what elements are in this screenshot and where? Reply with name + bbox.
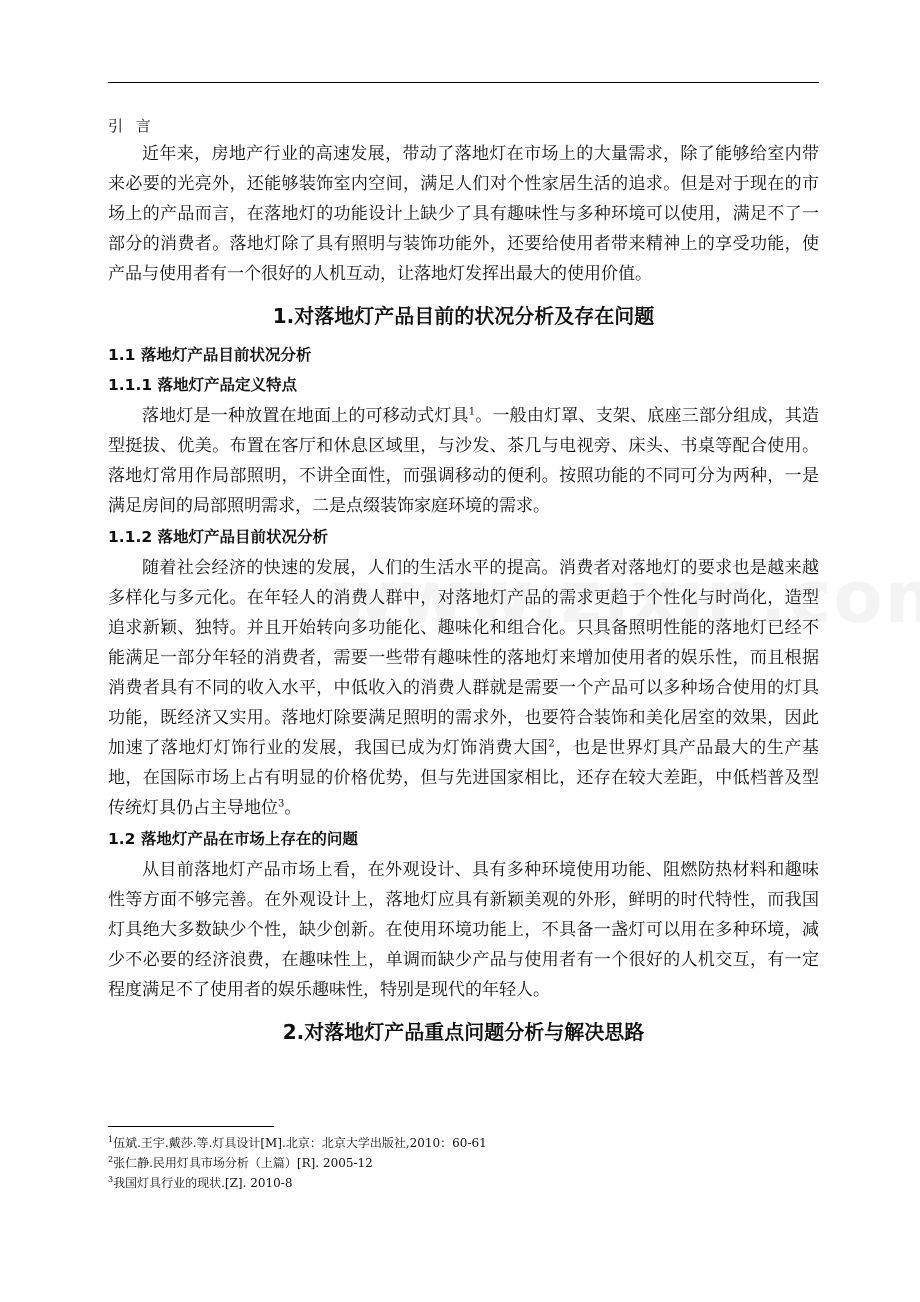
text-span: ，也是世界灯具产品最大的生产基地，在国际市场上占有明显的价格优势，但与先进国家相比，还存在较大差距，中低档普及型传统灯具仍占主导地位: [108, 738, 819, 818]
footnotes: [108, 1133, 819, 1193]
footnote-3: [108, 1173, 819, 1193]
footnote-number: 2: [108, 1155, 114, 1164]
intro-heading: 引 言: [108, 117, 155, 135]
subsection-1-1-1-title: 1.1.1 落地灯产品定义特点: [108, 376, 298, 394]
section-2-title: 2.对落地灯产品重点问题分析与解决思路: [282, 1020, 645, 1044]
footnote-text: 我国灯具行业的现状.[Z]. 2010-8: [113, 1176, 293, 1190]
footnote-text: 张仁静.民用灯具市场分析（上篇）[R]. 2005-12: [113, 1156, 373, 1170]
footnote-2: [108, 1153, 819, 1173]
document-body: [108, 113, 819, 1057]
text-span: 随着社会经济的快速的发展，人们的生活水平的提高。消费者对落地灯的要求也是越来越多样化与多元化。在年轻人的消费人群中，对落地灯产品的需求更趋于个性化与时尚化，造型追求新颖、独特。并且开始转向多功能化、趣味化和组合化。只具备照明性能的落地灯已经不能满足一部分年轻的消费者，需要一些带有趣味性的落地灯来增加使用者的娱乐性，而且根据消费者具有不同的收入水平，中低收入的消费人群就是需要一个产品可以多种场合使用的灯具功能，既经济又实用。落地灯除要满足照明的需求外，也要符合装饰和美化居室的效果，因此加速了落地灯灯饰行业的发展，我国已成为灯饰消费大国: [108, 558, 819, 758]
footnote-number: 1: [108, 1135, 114, 1144]
footnote-rule: [108, 1126, 274, 1127]
footnote-ref-3[interactable]: 3: [278, 798, 285, 810]
text-span: 。一般由灯罩、支架、底座三部分组成，其造型挺拔、优美。布置在客厅和休息区域里，与沙发、茶几与电视旁、床头、书桌等配合使用。落地灯常用作局部照明，不讲全面性，而强调移动的便利。按照功能的不同可分为两种，一是满足房间的局部照明需求，二是点缀装饰家庭环境的需求。: [108, 406, 820, 516]
section-1-title: 1.对落地灯产品目前的状况分析及存在问题: [272, 304, 655, 328]
footnote-number: 3: [108, 1175, 114, 1184]
subsection-1-1-2-title: 1.1.2 落地灯产品目前状况分析: [108, 528, 329, 546]
intro-paragraph: 近年来，房地产行业的高速发展，带动了落地灯在市场上的大量需求，除了能够给室内带来必要的光亮外，还能够装饰室内空间，满足人们对个性家居生活的追求。但是对于现在的市场上的产品而言，在落地灯的功能设计上缺少了具有趣味性与多种环境可以使用，满足不了一部分的消费者。落地灯除了具有照明与装饰功能外，还要给使用者带来精神上的享受功能，使产品与使用者有一个很好的人机互动，让落地灯发挥出最大的使用价值。: [108, 144, 819, 284]
header-rule: [108, 82, 819, 83]
footnote-text: 伍斌.王宇.戴莎.等.灯具设计[M].北京：北京大学出版社,2010：60-61: [113, 1136, 487, 1150]
paragraph-1-1-1: [108, 401, 819, 521]
paragraph-1-2: 从目前落地灯产品市场上看，在外观设计、具有多种环境使用功能、阻燃防热材料和趣味性等方面不够完善。在外观设计上，落地灯应具有新颖美观的外形，鲜明的时代特性，而我国灯具绝大多数缺少个性，缺少创新。在使用环境功能上，不具备一盏灯可以用在多种环境，减少不必要的经济浪费，在趣味性上，单调而缺少产品与使用者有一个很好的人机交互，有一定程度满足不了使用者的娱乐趣味性，特别是现代的年轻人。: [108, 860, 819, 1000]
footnote-ref-1[interactable]: 1: [468, 406, 476, 418]
subsection-1-2-title: 1.2 落地灯产品在市场上存在的问题: [108, 830, 358, 848]
footnote-ref-2[interactable]: 2: [548, 738, 555, 750]
footnote-1: [108, 1133, 819, 1153]
text-span: 。: [284, 798, 302, 818]
text-span: 落地灯是一种放置在地面上的可移动式灯具: [142, 406, 469, 426]
paragraph-1-1-2: [108, 553, 819, 823]
subsection-1-1-title: 1.1 落地灯产品目前状况分析: [108, 346, 312, 364]
